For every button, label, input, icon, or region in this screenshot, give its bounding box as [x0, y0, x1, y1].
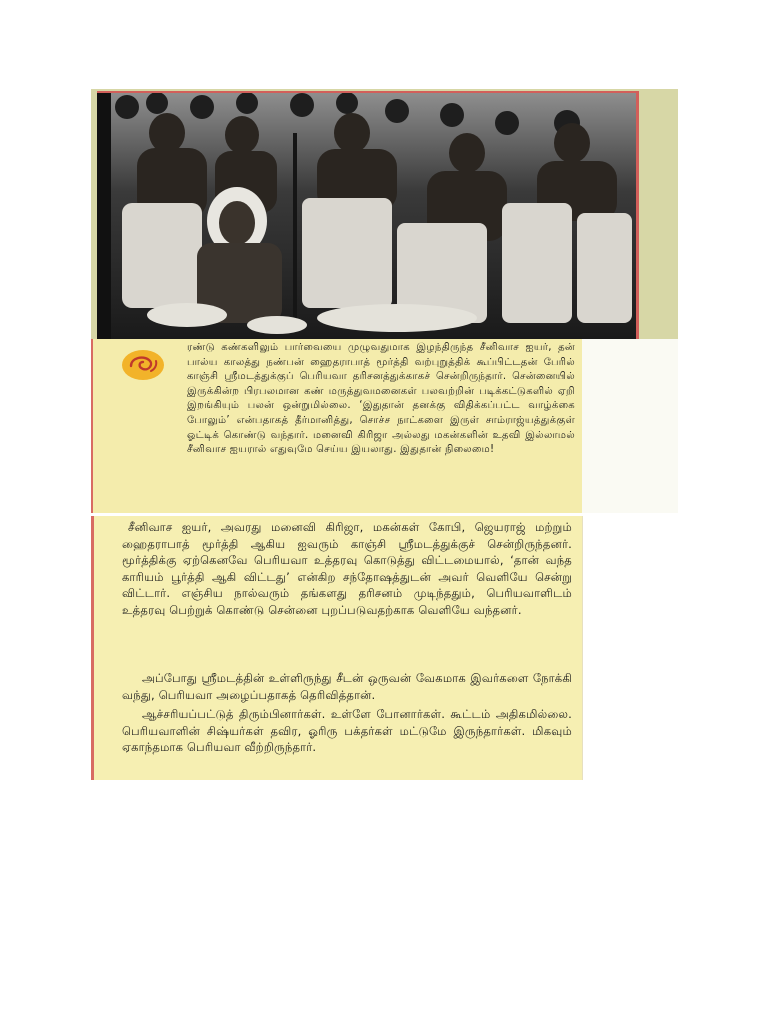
paragraph-return: ஆச்சரியப்பட்டுத் திரும்பினார்கள். உள்ளே போனார்கள். கூட்டம் அதிகமில்லை. பெரியவாளின் சிஷ்யர்கள் தவிர, ஓரிரு பக்தர்கள் மட்டுமே இருந்தார்கள். மிகவும் ஏகாந்தமாக பெரியவா வீற்றிருந்தார்.	[122, 707, 572, 755]
devotees-group-photo	[97, 91, 639, 339]
article-column-upper	[91, 339, 585, 513]
margin-blank-lower	[582, 516, 679, 780]
photo-panel	[91, 89, 678, 339]
scanned-page	[91, 89, 678, 780]
paragraph-intro: ரண்டு கண்களிலும் பார்வையை முழுவதுமாக இழந்திருந்த சீனிவாச ஐயர், தன் பால்ய காலத்து நண்பன் ஹைதராபாத் மூர்த்தி வற்புறுத்திக் கூப்பிட்டதன் பேரில் காஞ்சி ஸ்ரீமடத்துக்குப் பெரியவா தரிசனத்துக்காகச் சென்றிருந்தார். சென்னையில் இருக்கின்ற பிரபலமான கண் மருத்துவமனைகள் பலவற்றின் படிக்கட்டுகளில் ஏறி இறங்கியும் பலன் ஒன்றுமில்லை. ‘இதுதான் தனக்கு விதிக்கப்பட்ட வாழ்க்கை போலும்’ என்பதாகத் தீர்மானித்து, சொச்ச நாட்களை இருள் சாம்ராஜ்யத்துக்குள் ஓட்டிக் கொண்டு வந்தார். மனைவி கிரிஜா அல்லது மகன்களின் உதவி இல்லாமல் சீனிவாச ஐயரால் எதுவுமே செய்ய இயலாது. இதுதான் நிலைமை!	[187, 342, 575, 456]
paragraph-disciple: அப்போது ஸ்ரீமடத்தின் உள்ளிருந்து சீடன் ஒருவன் வேகமாக இவர்களை நோக்கி வந்து, பெரியவா அழைப்பதாகத் தெரிவித்தான்.	[122, 671, 572, 702]
swirl-logo-icon	[121, 349, 165, 381]
article-column-lower	[91, 516, 582, 780]
paragraph-visit: சீனிவாச ஐயர், அவரது மனைவி கிரிஜா, மகன்கள் கோபி, ஜெயராஜ் மற்றும் ஹைதராபாத் மூர்த்தி ஆகிய ஐவரும் காஞ்சி ஸ்ரீமடத்துக்குச் சென்றிருந்தனர். மூர்த்திக்கு ஏற்கெனவே பெரியவா உத்தரவு கொடுத்து விட்டமையால், ‘தான் வந்த காரியம் பூர்த்தி ஆகி விட்டது’ என்கிற சந்தோஷத்துடன் அவர் வெளியே சென்று விட்டார். எஞ்சிய நால்வரும் தங்களது தரிசனம் முடிந்ததும், பெரியவாளிடம் உத்தரவு பெற்றுக் கொண்டு சென்னை புறப்படுவதற்காக வெளியே வந்தனர்.	[122, 520, 572, 617]
margin-blank	[582, 339, 678, 513]
